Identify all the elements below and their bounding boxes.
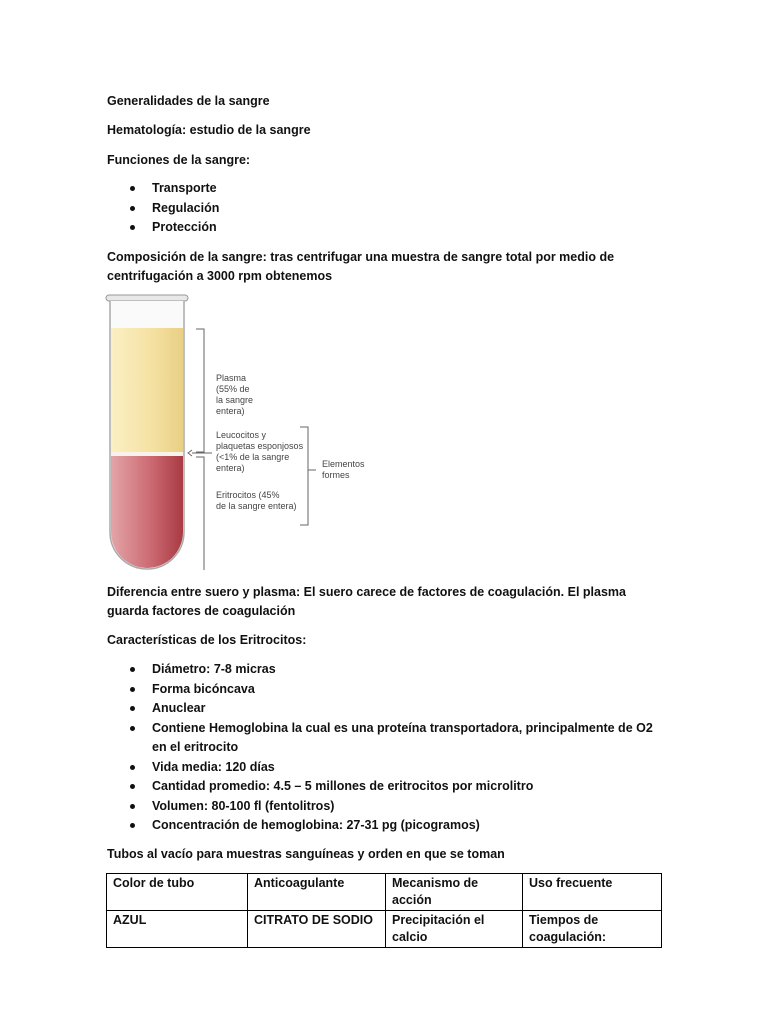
blood-tube-figure [104, 292, 404, 577]
table-cell: Tiempos de coagulación: [523, 911, 662, 948]
table-header-cell: Anticoagulante [248, 874, 386, 911]
diferencia-paragraph: Diferencia entre suero y plasma: El suero carece de factores de coagulación. El plasma guarda factores de coagulación [107, 585, 626, 618]
erythrocyte-bracket [196, 457, 204, 570]
list-item: Protección [107, 218, 667, 238]
tube-rim [106, 295, 188, 301]
funciones-list [107, 179, 667, 238]
arrow-head-icon [188, 450, 192, 456]
table-cell: AZUL [107, 911, 248, 948]
table-cell: CITRATO DE SODIO [248, 911, 386, 948]
list-item: Diámetro: 7-8 micras [107, 660, 667, 680]
table-header-cell: Mecanismo de acción [386, 874, 523, 911]
list-item: Transporte [107, 179, 667, 199]
funciones-title: Funciones de la sangre: [107, 153, 251, 167]
leucocitos-label: Leucocitos y plaquetas esponjosos (<1% de la sangre entera) [216, 430, 304, 473]
eritrocitos-label: Eritrocitos (45% de la sangre entera) [216, 490, 297, 511]
plasma-label: Plasma (55% de la sangre entera) [216, 373, 254, 416]
composicion-paragraph: Composición de la sangre: tras centrifugar una muestra de sangre total por medio de centrifugación a 3000 rpm obtenemos [107, 250, 615, 283]
table-header-row [107, 874, 662, 911]
elementos-label: Elementos formes [322, 459, 365, 480]
hematologia-definition: Hematología: estudio de la sangre [107, 123, 311, 137]
plasma-bracket [196, 329, 204, 452]
list-item: Regulación [107, 199, 667, 219]
caracteristicas-title: Características de los Eritrocitos: [107, 633, 307, 647]
erythrocyte-layer [111, 456, 183, 568]
list-item: Forma bicóncava [107, 680, 667, 700]
buffy-coat-layer [111, 452, 183, 456]
table-row [107, 911, 662, 948]
list-item: Contiene Hemoglobina la cual es una proteína transportadora, principalmente de O2 en el eritrocito [107, 719, 667, 758]
table-header-cell: Color de tubo [107, 874, 248, 911]
tubos-title: Tubos al vacío para muestras sanguíneas y orden en que se toman [107, 847, 505, 861]
caracteristicas-list [107, 660, 667, 836]
section-heading: Generalidades de la sangre [107, 94, 270, 108]
list-item: Cantidad promedio: 4.5 – 5 millones de eritrocitos por microlitro [107, 777, 667, 797]
list-item: Volumen: 80-100 fl (fentolitros) [107, 797, 667, 817]
list-item: Vida media: 120 días [107, 758, 667, 778]
list-item: Anuclear [107, 699, 667, 719]
list-item: Concentración de hemoglobina: 27-31 pg (picogramos) [107, 816, 667, 836]
table-header-cell: Uso frecuente [523, 874, 662, 911]
plasma-layer [111, 328, 183, 452]
table-cell: Precipitación el calcio [386, 911, 523, 948]
tubes-table [106, 873, 662, 948]
